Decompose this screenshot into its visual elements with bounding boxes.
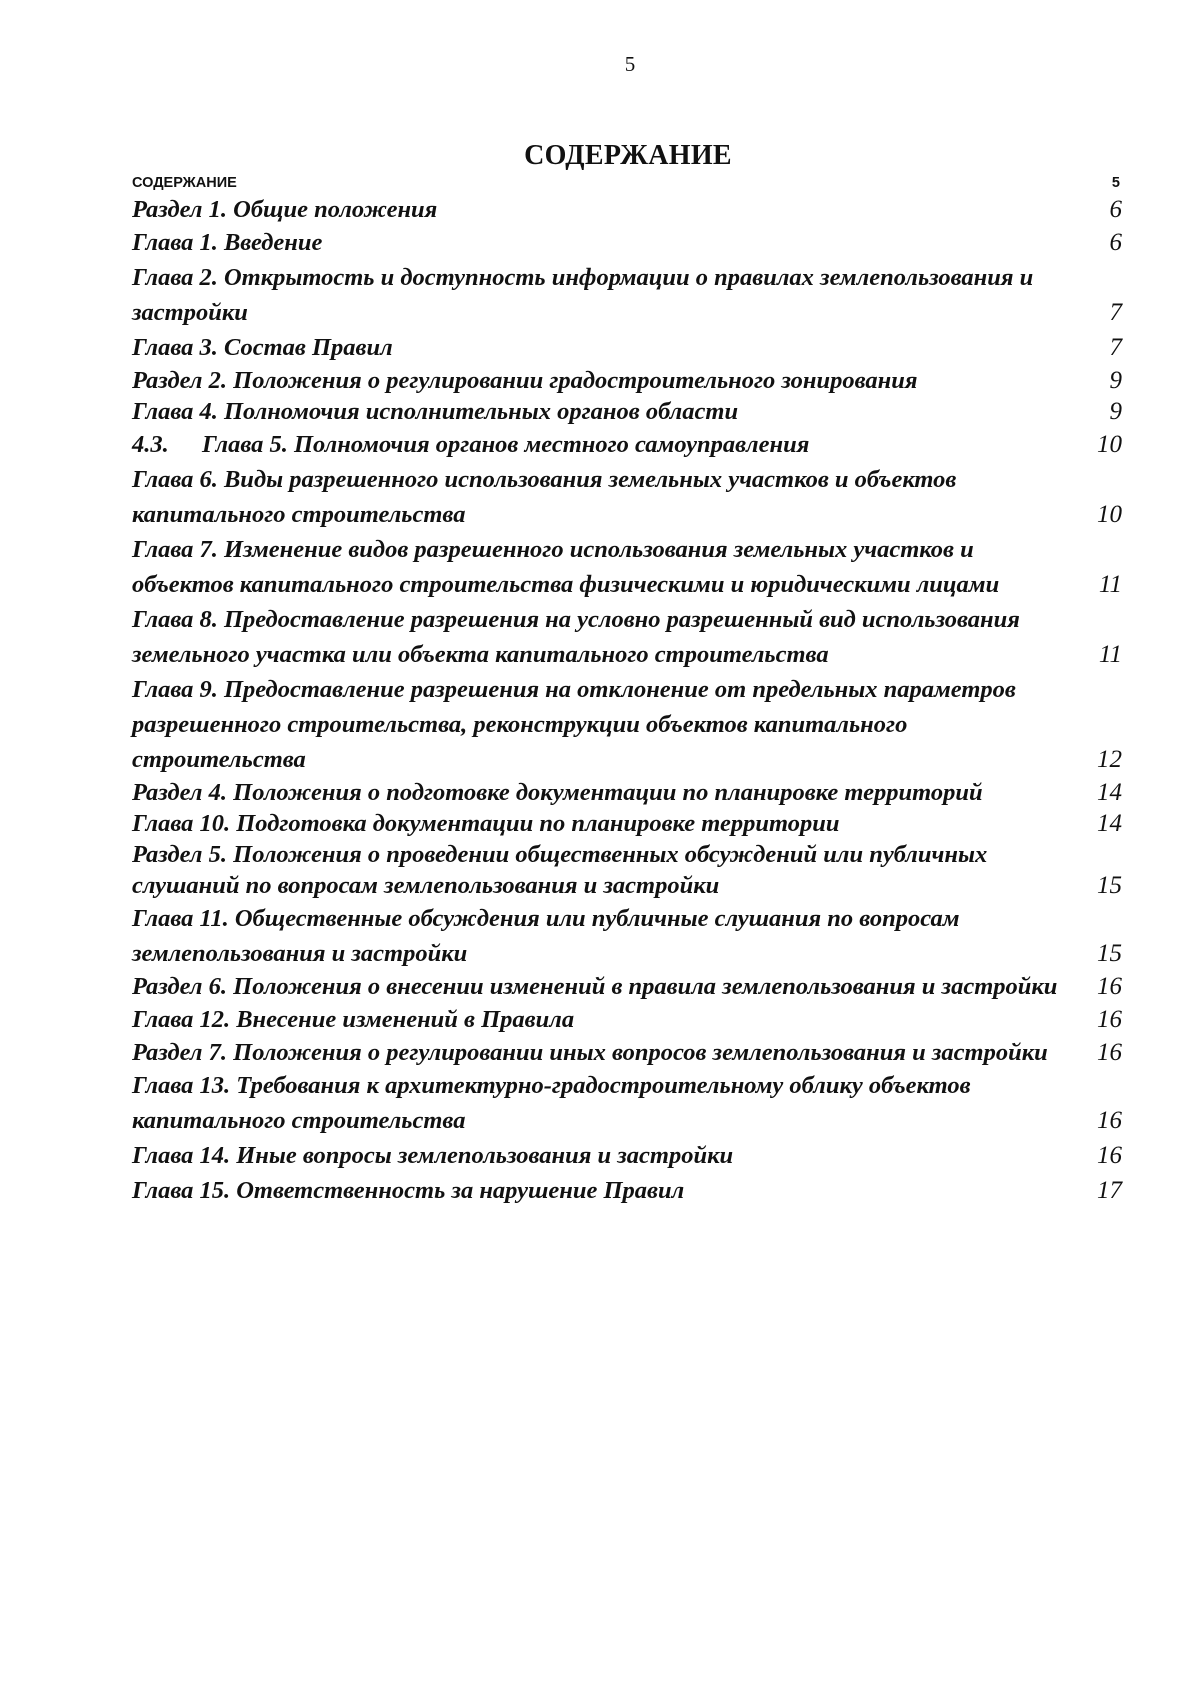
toc-entry-text: Глава 3. Состав Правил <box>132 334 393 361</box>
toc-entry-page: 11 <box>1098 641 1122 668</box>
toc-entry-page: 6 <box>1109 196 1122 223</box>
toc-entry-page: 11 <box>1098 571 1122 598</box>
toc-entry-text: Глава 8. Предоставление разрешения на условно разрешенный вид использования земельного участка или объекта капитального строительства <box>132 606 1020 668</box>
toc-entry-text: Глава 5. Полномочия органов местного самоуправления <box>202 431 810 458</box>
toc-entry-text: Глава 13. Требования к архитектурно-градостроительному облику объектов капитального строительства <box>132 1072 971 1134</box>
toc-entry[interactable] <box>132 777 1122 808</box>
toc-entry[interactable] <box>132 532 1122 602</box>
toc-entry-page: 10 <box>1097 501 1122 528</box>
table-of-contents <box>132 172 1122 1208</box>
toc-entry-text: Глава 9. Предоставление разрешения на отклонение от предельных параметров разрешенного строительства, реконструкции объектов капитального строительства <box>132 676 1016 773</box>
toc-entry-text: Глава 7. Изменение видов разрешенного использования земельных участков и объектов капитального строительства физическими и юридическими лицами <box>132 536 1000 598</box>
toc-entry-text: Глава 10. Подготовка документации по планировке территории <box>132 810 840 837</box>
toc-entry-text: Глава 2. Открытость и доступность информации о правилах землепользования и застройки <box>132 264 1034 326</box>
toc-entry-text: Глава 14. Иные вопросы землепользования и застройки <box>132 1142 734 1169</box>
toc-entry-text: Глава 15. Ответственность за нарушение Правил <box>132 1177 685 1204</box>
toc-entry-page: 15 <box>1097 872 1122 899</box>
toc-entry[interactable] <box>132 172 1122 194</box>
toc-entry[interactable] <box>132 330 1122 365</box>
toc-entry[interactable] <box>132 365 1122 396</box>
toc-entry-page: 12 <box>1097 746 1122 773</box>
toc-entry-text: Раздел 4. Положения о подготовке документации по планировке территорий <box>132 779 983 806</box>
toc-entry-page: 10 <box>1097 431 1122 458</box>
toc-entry[interactable] <box>132 808 1122 839</box>
document-title: СОДЕРЖАНИЕ <box>524 140 732 171</box>
toc-entry[interactable] <box>132 1138 1122 1173</box>
toc-entry[interactable] <box>132 672 1122 777</box>
toc-entry[interactable] <box>132 225 1122 260</box>
toc-entry-page: 16 <box>1097 973 1122 1000</box>
toc-entry-text: СОДЕРЖАНИЕ <box>132 175 237 191</box>
toc-entry-page: 16 <box>1097 1039 1122 1066</box>
toc-entry-text: Глава 1. Введение <box>132 229 323 256</box>
toc-entry[interactable] <box>132 602 1122 672</box>
toc-entry[interactable] <box>132 901 1122 971</box>
toc-entry[interactable] <box>132 194 1122 225</box>
toc-entry[interactable] <box>132 1068 1122 1138</box>
toc-entry[interactable] <box>132 839 1122 901</box>
toc-entry-page: 15 <box>1097 940 1122 967</box>
toc-entry-page: 16 <box>1097 1142 1122 1169</box>
toc-entry-text: Раздел 5. Положения о проведении общественных обсуждений или публичных слушаний по вопросам землепользования и застройки <box>132 841 988 899</box>
toc-entry-page: 5 <box>1111 175 1120 191</box>
toc-entry-text: Глава 6. Виды разрешенного использования земельных участков и объектов капитального строительства <box>132 466 957 528</box>
toc-entry-page: 7 <box>1109 334 1122 361</box>
toc-entry-page: 6 <box>1109 229 1122 256</box>
toc-entry-page: 9 <box>1109 398 1122 425</box>
toc-entry-number: 4.3. <box>132 431 169 458</box>
toc-entry-page: 14 <box>1097 810 1122 837</box>
toc-entry-text: Раздел 6. Положения о внесении изменений в правила землепользования и застройки <box>132 973 1058 1000</box>
toc-entry-page: 17 <box>1097 1177 1122 1204</box>
toc-entry[interactable] <box>132 427 1122 462</box>
toc-entry[interactable] <box>132 462 1122 532</box>
toc-entry-text: Раздел 1. Общие положения <box>132 196 438 223</box>
toc-entry-page: 16 <box>1097 1006 1122 1033</box>
toc-entry-text: Раздел 7. Положения о регулировании иных вопросов землепользования и застройки <box>132 1039 1048 1066</box>
toc-entry-text: Раздел 2. Положения о регулировании градостроительного зонирования <box>132 367 918 394</box>
toc-entry-page: 16 <box>1097 1107 1122 1134</box>
toc-entry[interactable] <box>132 1002 1122 1037</box>
page-number: 5 <box>624 52 636 76</box>
toc-entry[interactable] <box>132 1173 1122 1208</box>
toc-entry-text: Глава 11. Общественные обсуждения или публичные слушания по вопросам землепользования и застройки <box>132 905 960 967</box>
toc-entry[interactable] <box>132 1037 1122 1068</box>
toc-entry[interactable] <box>132 396 1122 427</box>
toc-entry[interactable] <box>132 260 1122 330</box>
toc-entry-page: 14 <box>1097 779 1122 806</box>
toc-entry-page: 7 <box>1109 299 1122 326</box>
toc-entry[interactable] <box>132 971 1122 1002</box>
toc-entry-text: Глава 4. Полномочия исполнительных органов области <box>132 398 739 425</box>
toc-entry-text: Глава 12. Внесение изменений в Правила <box>132 1006 575 1033</box>
toc-entry-page: 9 <box>1109 367 1122 394</box>
